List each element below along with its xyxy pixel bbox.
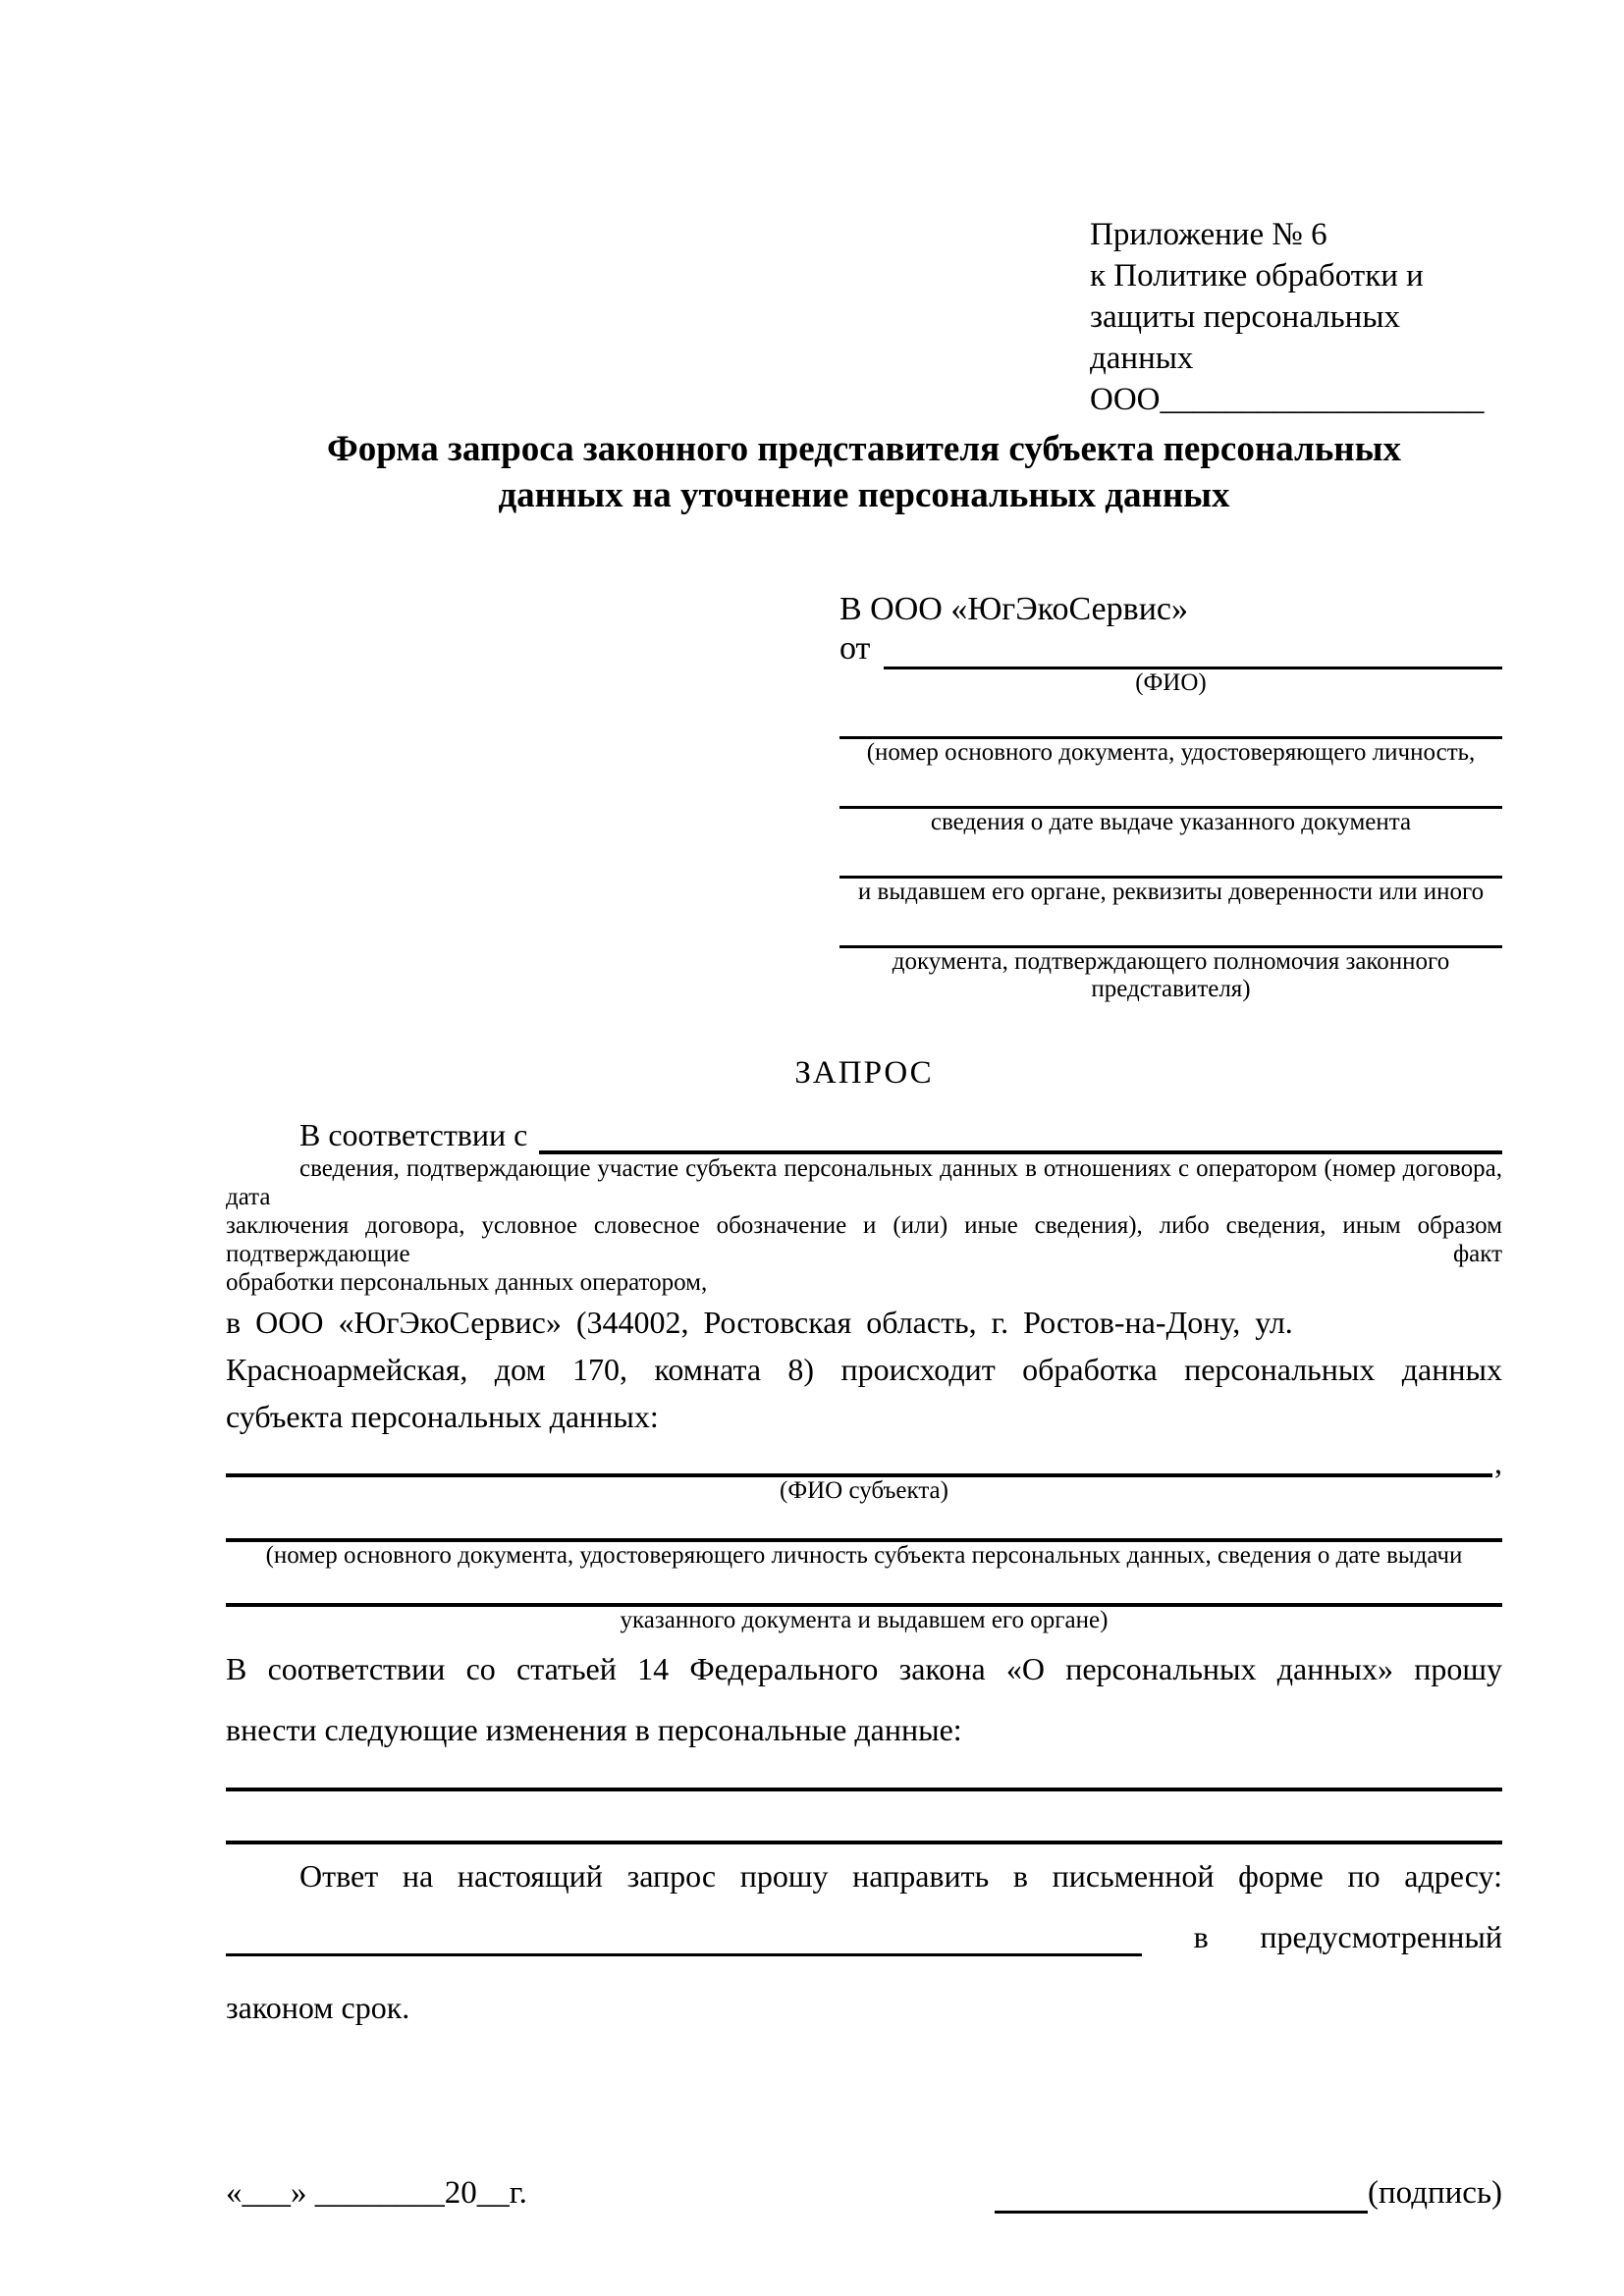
signature-row [226,2172,1502,2214]
article-line-2: внести следующие изменения в персональные данные: [226,1712,962,1747]
representative-document-caption-4: документа, подтверждающего полномочия законного представителя) [892,948,1450,1002]
changes-blank-field-1 [226,1788,1502,1791]
operator-paragraph [226,1299,1502,1440]
representative-document-blank-field-1 [839,711,1502,739]
subject-document-blank-field-2 [226,1579,1502,1607]
annex-line-2: к Политике обработки и [1090,258,1424,294]
addressee-from-row [839,630,1502,669]
representative-document-caption-1: (номер основного документа, удостоверяющего личность, [866,739,1476,766]
addressee-to: В ООО «ЮгЭкоСервис» [839,591,1188,627]
subject-document-caption-1: (номер основного документа, удостоверяющего личность субъекта персональных данных, сведения о дате выдачи [265,1542,1463,1569]
operator-line-1: в ООО «ЮгЭкоСервис» (344002, Ростовская область, г. Ростов-на-Дону, ул. [226,1305,1293,1340]
annex-company-line: ООО____________________ [1090,382,1485,417]
fineprint-block [226,1154,1502,1297]
answer-address-row [226,1917,1502,1956]
fineprint-line-2: заключения договора, условное словесное обозначение и (или) иные сведения), либо сведения, иным образом подтверждающие факт [226,1212,1502,1267]
subject-document-blank-field-1 [226,1515,1502,1542]
date-blank: «___» ________20__г. [226,2175,527,2211]
signature-group [995,2172,1502,2214]
page-title-line-1: Форма запроса законного представителя субъекта персональных [326,429,1401,469]
representative-document-caption-2: сведения о дате выдаче указанного документа [930,809,1412,835]
fineprint-line-3: обработки персональных данных оператором, [226,1269,708,1296]
signature-caption: (подпись) [1368,2175,1502,2211]
representative-document-caption-3: и выдавшем его органе, реквизиты доверенности или иного [857,879,1485,905]
annex-line-3: защиты персональных данных [1090,299,1400,376]
annex-line-1: Приложение № 6 [1090,217,1327,252]
according-label: В соответствии с [299,1117,528,1152]
from-label: от [839,630,871,667]
subject-comma: , [1494,1445,1502,1480]
article-paragraph [226,1638,1502,1760]
answer-word-in: в [1193,1919,1209,1954]
fineprint-line-1: сведения, подтверждающие участие субъекта персональных данных в отношениях с оператором (номер договора, дата [226,1155,1502,1210]
page-title-line-2: данных на уточнение персональных данных [498,475,1230,515]
representative-document-blank-field-4 [839,920,1502,948]
address-blank-field [226,1930,1142,1956]
subject-fio-caption: (ФИО субъекта) [780,1477,948,1504]
fio-caption: (ФИО) [1135,669,1207,696]
changes-blank-field-2 [226,1841,1502,1844]
representative-document-blank-field-2 [839,780,1502,809]
subject-fio-blank-field [226,1450,1492,1477]
subject-document-caption-2: указанного документа и выдавшем его органе) [620,1607,1109,1633]
subject-fio-row [226,1445,1502,1480]
representative-document-blank-field-3 [839,850,1502,879]
according-row [226,1115,1502,1154]
addressee-block [839,589,1502,1003]
page-title [226,426,1502,518]
answer-word-stipulated: предусмотренный [1260,1919,1502,1954]
request-heading: ЗАПРОС [794,1055,934,1091]
operator-line-2: Красноармейская, дом 170, комната 8) происходит обработка персональных данных [226,1352,1502,1387]
signature-blank-field [995,2185,1368,2214]
article-line-1: В соответствии со статьей 14 Федерального закона «О персональных данных» прошу [226,1651,1502,1686]
answer-tail: законом срок. [226,1990,410,2025]
operator-line-3: субъекта персональных данных: [226,1399,659,1434]
answer-paragraph: Ответ на настоящий запрос прошу направить в письменной форме по адресу: [299,1858,1502,1894]
annex-block [1090,214,1502,420]
